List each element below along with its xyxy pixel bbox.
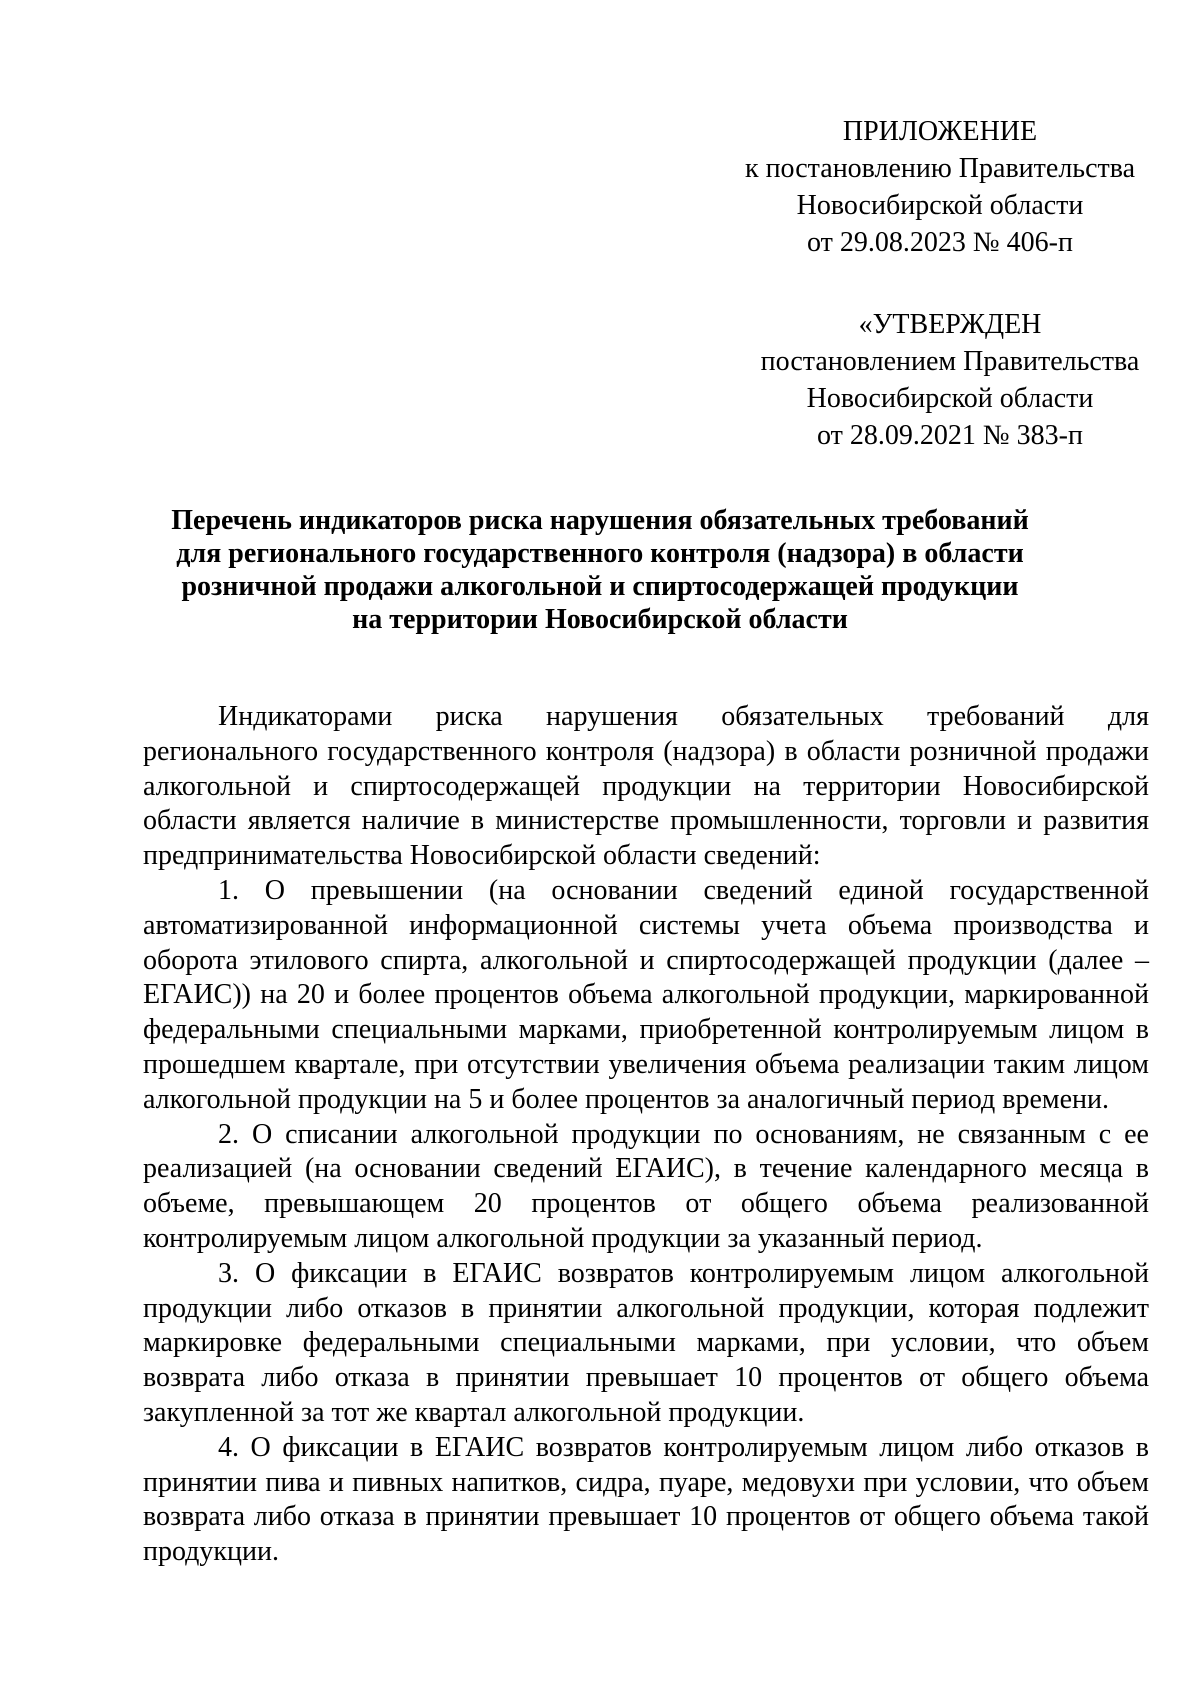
approved-line-date-number: от 28.09.2021 № 383-п <box>817 420 1083 451</box>
appendix-line-date-number: от 29.08.2023 № 406-п <box>807 227 1073 258</box>
approved-title: «УТВЕРЖДЕН <box>858 309 1042 340</box>
appendix-title: ПРИЛОЖЕНИЕ <box>842 116 1038 147</box>
item-paragraph-1: 1. О превышении (на основании сведений единой государственной автоматизированной информационной системы учета объема производства и оборота этилового спирта, алкогольной и спиртосодержащей продукции (далее – ЕГАИС)) на 20 и более процентов объема алкогольной продукции, маркированной федеральными специальными марками, приобретенной контролируемым лицом в прошедшем квартале, при отсутствии увеличения объема реализации таким лицом алкогольной продукции на 5 и более процентов за аналогичный период времени. <box>143 874 1149 1115</box>
title-line-1: Перечень индикаторов риска нарушения обязательных требований <box>171 505 1029 536</box>
title-line-2: для регионального государственного контроля (надзора) в области <box>176 538 1024 569</box>
appendix-line-resolution: к постановлению Правительства <box>744 153 1136 184</box>
approved-line-region: Новосибирской области <box>806 383 1094 414</box>
document-body <box>143 700 1149 1570</box>
title-line-3: розничной продажи алкогольной и спиртосодержащей продукции <box>181 571 1019 602</box>
item-paragraph-2: 2. О списании алкогольной продукции по основаниям, не связанным с ее реализацией (на основании сведений ЕГАИС), в течение календарного месяца в объеме, превышающем 20 процентов от общего объема реализованной контролируемым лицом алкогольной продукции за указанный период. <box>143 1118 1149 1254</box>
approved-line-resolution: постановлением Правительства <box>760 346 1140 377</box>
item-paragraph-3: 3. О фиксации в ЕГАИС возвратов контролируемым лицом алкогольной продукции либо отказов в принятии алкогольной продукции, которая подлежит маркировке федеральными специальными марками, при условии, что объем возврата либо отказа в принятии превышает 10 процентов от общего объема закупленной за тот же квартал алкогольной продукции. <box>143 1257 1149 1428</box>
item-paragraph-4: 4. О фиксации в ЕГАИС возвратов контролируемым лицом либо отказов в принятии пива и пивных напитков, сидра, пуаре, медовухи при условии, что объем возврата либо отказа в принятии превышает 10 процентов от общего объема такой продукции. <box>143 1431 1149 1568</box>
intro-paragraph: Индикаторами риска нарушения обязательных требований для регионального государственного контроля (надзора) в области розничной продажи алкогольной и спиртосодержащей продукции на территории Новосибирской области является наличие в министерстве промышленности, торговли и развития предпринимательства Новосибирской области сведений: <box>143 701 1149 872</box>
title-line-4: на территории Новосибирской области <box>352 604 848 635</box>
document-title <box>140 504 1060 636</box>
appendix-block <box>740 113 1140 261</box>
approved-block <box>750 306 1150 454</box>
appendix-line-region: Новосибирской области <box>796 190 1084 221</box>
